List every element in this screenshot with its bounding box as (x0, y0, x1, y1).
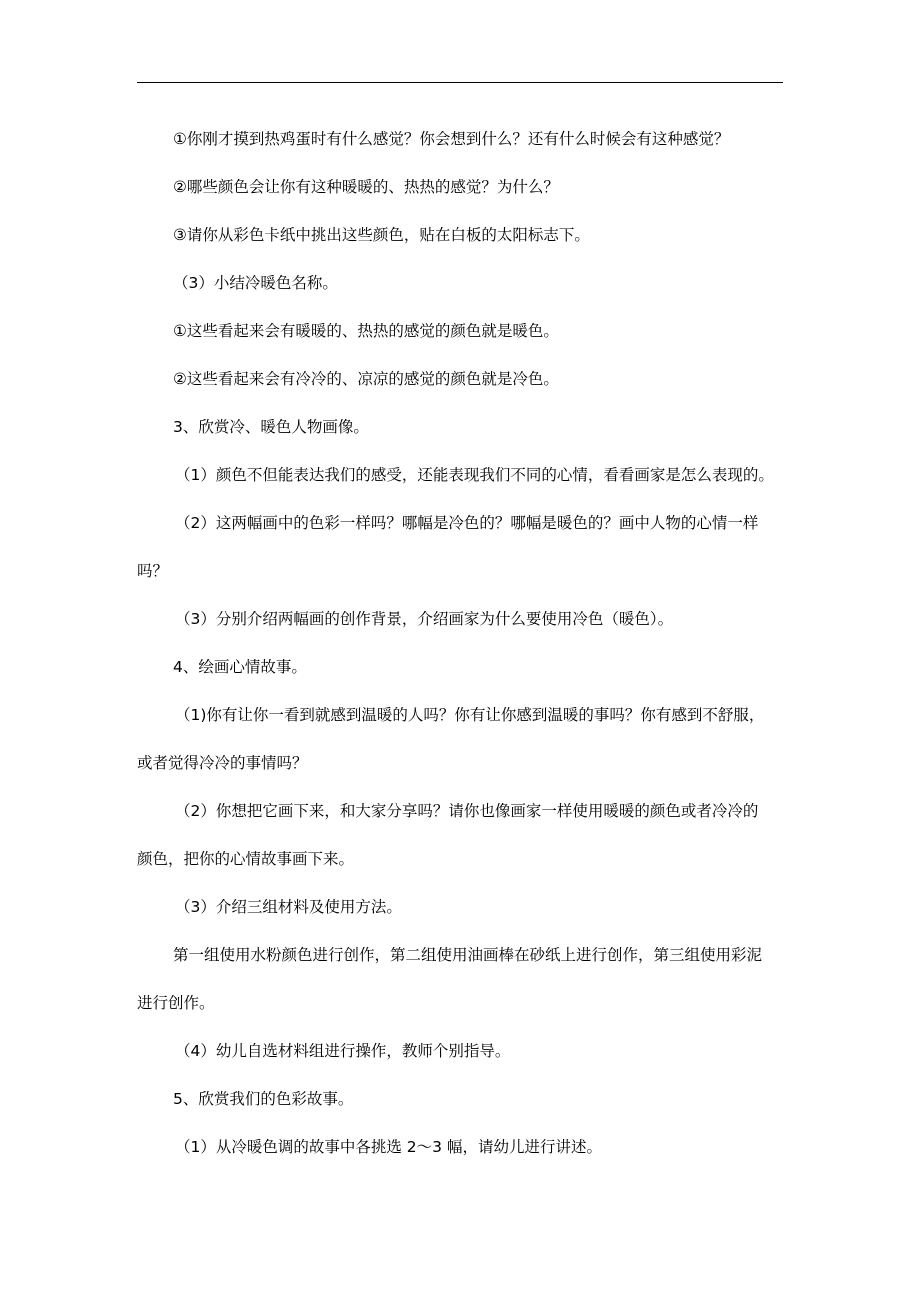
paragraph-line: 进行创作。 (137, 994, 215, 1012)
paragraph-line: 或者觉得冷冷的事情吗？ (137, 754, 308, 772)
paragraph-line: （1）从冷暖色调的故事中各挑选 2～3 幅，请幼儿进行讲述。 (175, 1138, 602, 1156)
paragraph-line: 吗？ (137, 562, 169, 580)
paragraph-line: ②这些看起来会有冷冷的、凉凉的感觉的颜色就是冷色。 (173, 370, 559, 388)
header-rule (137, 82, 783, 83)
paragraph-line: 颜色，把你的心情故事画下来。 (137, 850, 355, 868)
paragraph-line: （3）介绍三组材料及使用方法。 (175, 898, 402, 916)
paragraph-line: ①你刚才摸到热鸡蛋时有什么感觉？你会想到什么？还有什么时候会有这种感觉？ (173, 130, 730, 148)
paragraph-line: ①这些看起来会有暖暖的、热热的感觉的颜色就是暖色。 (173, 322, 559, 340)
section-heading: 4、绘画心情故事。 (173, 658, 307, 676)
paragraph-line: （3）分别介绍两幅画的创作背景，介绍画家为什么要使用冷色（暖色）。 (175, 610, 674, 628)
section-subheading: （3）小结冷暖色名称。 (173, 274, 338, 292)
section-heading: 3、欣赏冷、暖色人物画像。 (173, 418, 369, 436)
paragraph-line: （1）颜色不但能表达我们的感受，还能表现我们不同的心情，看看画家是怎么表现的。 (175, 466, 774, 484)
paragraph-line: （4）幼儿自选材料组进行操作，教师个别指导。 (175, 1042, 511, 1060)
paragraph-line: （2）你想把它画下来，和大家分享吗？请你也像画家一样使用暖暖的颜色或者冷冷的 (175, 802, 759, 820)
paragraph-line: （2）这两幅画中的色彩一样吗？哪幅是冷色的？哪幅是暖色的？画中人物的心情一样 (175, 514, 759, 532)
paragraph-line: （1)你有让你一看到就感到温暖的人吗？你有让你感到温暖的事吗？你有感到不舒服， (175, 706, 765, 724)
paragraph-line: ②哪些颜色会让你有这种暖暖的、热热的感觉？为什么？ (173, 178, 559, 196)
paragraph-line: 第一组使用水粉颜色进行创作，第二组使用油画棒在砂纸上进行创作，第三组使用彩泥 (173, 946, 763, 964)
section-heading: 5、欣赏我们的色彩故事。 (173, 1090, 354, 1108)
paragraph-line: ③请你从彩色卡纸中挑出这些颜色，贴在白板的太阳标志下。 (173, 226, 590, 244)
